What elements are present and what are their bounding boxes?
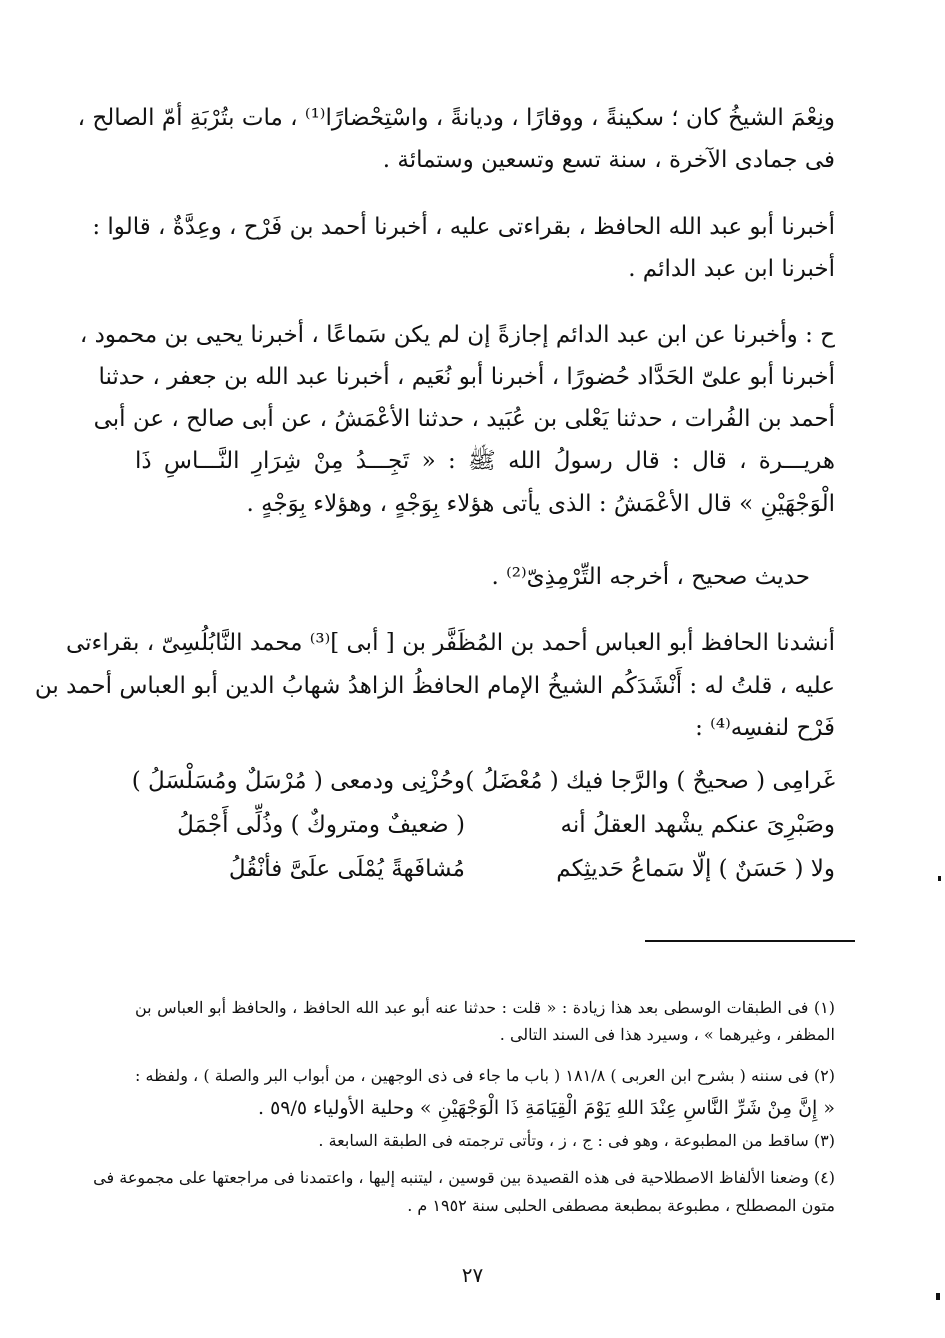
verse-hemistich-right: وصَبْرِىَ عنكم يشْهد العقلُ أنه	[560, 812, 835, 838]
verse-row	[135, 856, 835, 890]
body-line: أحمد بن الفُرات ، حدثنا يَعْلى بن عُبَيد ، حدثنا الأعْمَشُ ، عن أبى صالح ، عن أبى	[93, 406, 835, 432]
footnote-line: « إِنَّ مِنْ شَرِّ النَّاسِ عِنْدَ اللهِ يَوْمَ الْقِيَامَةِ ذَا الْوَجْهَيْنِ » وحلية الأولياء ٥٩/٥ .	[258, 1097, 835, 1119]
verse-hemistich-left: مُشافَهةً يُمْلَى علَىَّ فأنْقُلُ	[228, 856, 465, 882]
body-line: فَرْح لنفسِه⁽⁴⁾ :	[695, 715, 835, 741]
footnote-line: (٢) فى سننه ( بشرح ابن العربى ) ١٨١/٨ ( باب ما جاء فى ذى الوجهين ، من أبواب البر والصلة ) ، ولفظه :	[135, 1066, 835, 1085]
footnote-separator	[645, 940, 855, 942]
body-line: أخبرنا ابن عبد الدائم .	[628, 256, 835, 282]
body-line: هريـــرة ، قال : قال رسولُ الله ﷺ : « تَجِـــدُ مِنْ شِرَارِ النَّـــاسِ ذَا	[135, 448, 835, 474]
scan-mark	[938, 876, 941, 881]
body-line: ح : وأخبرنا عن ابن عبد الدائم إجازةً إن لم يكن سَماعًا ، أخبرنا يحيى بن محمود ،	[79, 322, 835, 348]
footnote-line: (٤) وضعنا الألفاظ الاصطلاحية فى هذه القصيدة بين قوسين ، ليتنبه إليها ، واعتمدنا فى مراجعتها على مجموعة فى	[93, 1168, 835, 1187]
body-line: حديث صحيح ، أخرجه التِّرْمِذِىّ⁽²⁾ .	[491, 564, 810, 590]
verse-row	[135, 812, 835, 846]
footnote-line: (١) فى الطبقات الوسطى بعد هذا زيادة : « قلت : حدثنا عنه أبو عبد الله الحافظ ، والحافظ أبو العباس بن	[135, 998, 836, 1017]
footnote-line: متون المصطلح ، مطبوعة بمطبعة مصطفى الحلبى سنة ١٩٥٢ م .	[407, 1196, 835, 1215]
scan-mark	[936, 1293, 940, 1300]
verse-hemistich-right: غَرامِى ( صحيحٌ ) والرَّجا فيك ( مُعْضَلُ )	[465, 768, 835, 794]
body-line: ونِعْمَ الشيخُ كان ؛ سكينةً ، ووقارًا ، وديانةً ، واسْتِحْضارًا⁽¹⁾ ، مات بتُرْبَةِ أمّ الصالح ،	[77, 105, 835, 131]
verse-hemistich-right: ولا ( حَسَنٌ ) إلّا سَماعُ حَديثِكم	[556, 856, 835, 882]
verse-hemistich-left: وحُزْنِى ودمعى ( مُرْسَلٌ ومُسَلْسَلُ )	[131, 768, 465, 794]
body-line: أخبرنا أبو علىّ الحَدَّاد حُضورًا ، أخبرنا أبو نُعَيم ، أخبرنا عبد الله بن جعفر ، حدثنا	[98, 364, 835, 390]
verse-hemistich-left: ( ضعيفٌ ومتروكٌ ) وذُلِّى أَجْمَلُ	[177, 812, 465, 838]
page-number: ٢٧	[461, 1263, 484, 1287]
body-line: أخبرنا أبو عبد الله الحافظ ، بقراءتى عليه ، أخبرنا أحمد بن فَرْح ، وعِدَّةٌ ، قالوا :	[92, 214, 835, 240]
body-line: فى جمادى الآخرة ، سنة تسع وتسعين وستمائة .	[382, 147, 835, 173]
body-line: الْوَجْهَيْنِ » قال الأعْمَشُ : الذى يأتى هؤلاء بِوَجْهٍ ، وهؤلاء بِوَجْهٍ .	[246, 491, 835, 517]
verse-row	[131, 768, 835, 802]
body-line: أنشدنا الحافظ أبو العباس أحمد بن المُظَفَّر بن [ أبى ]⁽³⁾ محمد النَّابُلُسِىّ ، بقراءتى	[65, 630, 835, 656]
footnote-line: المظفر ، وغيرهما » ، وسيرد هذا فى السند التالى .	[499, 1025, 835, 1044]
body-line: عليه ، قلتُ له : أَنْشَدَكُم الشيخُ الإمام الحافظُ الزاهدُ شهابُ الدين أبو العباس أحمد بن	[34, 673, 835, 699]
footnote-line: (٣) ساقط من المطبوعة ، وهو فى : ج ، ز ، وتأتى ترجمته فى الطبقة السابعة .	[318, 1131, 835, 1150]
